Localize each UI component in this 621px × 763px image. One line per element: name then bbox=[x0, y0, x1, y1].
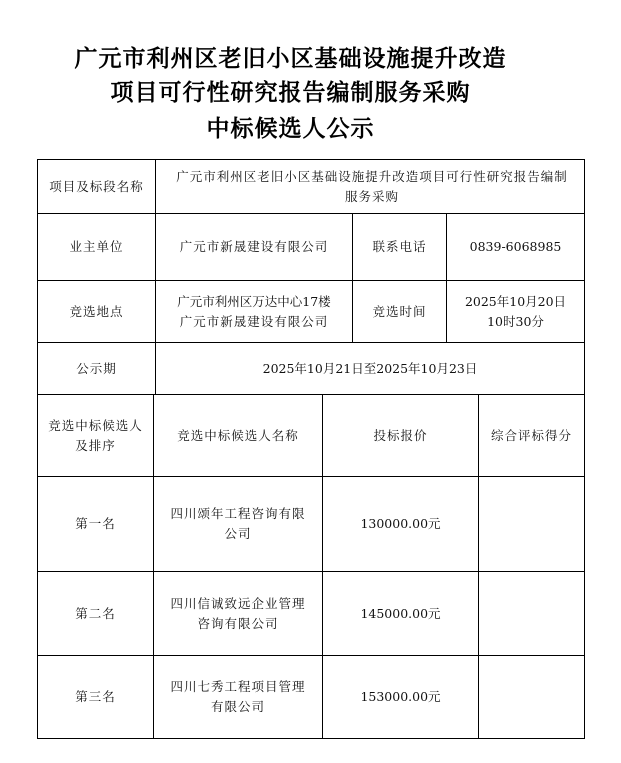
time-value bbox=[447, 281, 584, 342]
owner-label: 业主单位 bbox=[69, 239, 124, 254]
candidate-rank: 第二名 bbox=[75, 605, 116, 621]
candidate-name: 四川信诚致远企业管理咨询有限公司 bbox=[170, 595, 306, 631]
phone-label: 联系电话 bbox=[372, 239, 427, 254]
period-value: 2025年10月21日至2025年10月23日 bbox=[262, 360, 478, 376]
table-border-right bbox=[584, 159, 585, 739]
location-value bbox=[156, 281, 352, 342]
project-label: 项目及标段名称 bbox=[49, 178, 144, 194]
header-name: 竞选中标候选人名称 bbox=[177, 427, 299, 443]
location-value-line: 广元市新晟建设有限公司 bbox=[179, 313, 329, 329]
phone-value: 0839-6068985 bbox=[469, 239, 562, 254]
candidate-rank: 第三名 bbox=[75, 689, 116, 704]
candidate-price: 130000.00元 bbox=[360, 516, 441, 531]
table-border-bottom bbox=[37, 738, 585, 739]
candidate-name: 四川颂年工程咨询有限公司 bbox=[170, 506, 306, 541]
candidate-price: 153000.00元 bbox=[360, 689, 441, 704]
candidate-price: 145000.00元 bbox=[360, 605, 441, 621]
location-value-line: 广元市利州区万达中心17楼 bbox=[177, 293, 331, 309]
project-value: 广元市利州区老旧小区基础设施提升改造项目可行性研究报告编制服务采购 bbox=[176, 168, 568, 204]
title-line-2: 项目可行性研究报告编制服务采购 bbox=[110, 80, 471, 106]
owner-value: 广元市新晟建设有限公司 bbox=[179, 239, 329, 254]
time-value-line: 2025年10月20日 bbox=[464, 293, 567, 309]
candidate-name: 四川七秀工程项目管理有限公司 bbox=[170, 679, 306, 714]
title-line-1: 广元市利州区老旧小区基础设施提升改造 bbox=[74, 46, 507, 72]
time-label: 竞选时间 bbox=[372, 303, 427, 319]
header-score: 综合评标得分 bbox=[490, 427, 572, 443]
candidate-score bbox=[479, 656, 584, 738]
candidate-score bbox=[479, 572, 584, 655]
title-line-3: 中标候选人公示 bbox=[206, 116, 375, 142]
candidate-score bbox=[479, 477, 584, 571]
header-price: 投标报价 bbox=[373, 427, 428, 443]
location-label: 竞选地点 bbox=[69, 303, 124, 319]
header-rank: 竞选中标候选人及排序 bbox=[48, 417, 143, 453]
time-value-line: 10时30分 bbox=[487, 313, 544, 329]
candidate-rank: 第一名 bbox=[75, 516, 116, 531]
period-label: 公示期 bbox=[76, 360, 117, 376]
